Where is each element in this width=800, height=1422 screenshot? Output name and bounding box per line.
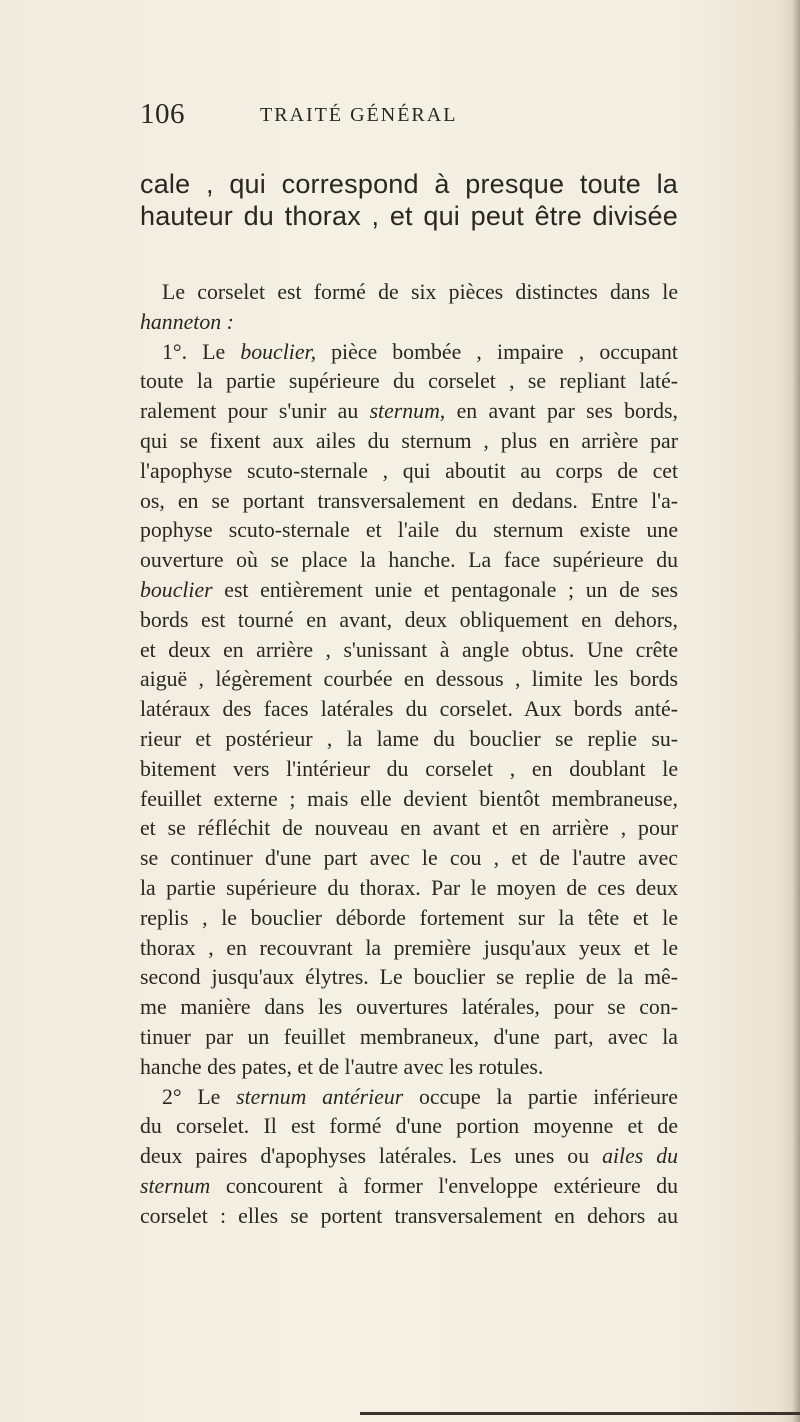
text-line <box>140 1023 678 1053</box>
italic-term: bouclier, <box>240 339 317 364</box>
text-line <box>140 516 678 546</box>
text-run: et deux en arrière , s'unissant à angle obtus. Une crête <box>140 637 678 662</box>
text-line <box>140 397 678 427</box>
text-run: corselet : elles se portent transversalement en dehors au <box>140 1203 678 1228</box>
text-line <box>140 963 678 993</box>
text-line <box>140 546 678 576</box>
italic-term: sternum <box>140 1173 211 1198</box>
text-run: l'apophyse scuto-sternale , qui aboutit au corps de cet <box>140 458 678 483</box>
bottom-rule <box>360 1412 800 1415</box>
running-head <box>140 98 680 138</box>
text-run: occupe la partie inférieure <box>403 1084 678 1109</box>
page-number: 106 <box>140 98 185 130</box>
text-run: 1°. Le <box>162 339 241 364</box>
text-line: hauteur du thorax , et qui peut être divisée <box>140 201 678 231</box>
text-line <box>140 367 678 397</box>
italic-term: ailes du <box>602 1144 679 1169</box>
italic-term: sternum antérieur <box>236 1084 404 1109</box>
text-run: hanche des pates, et de l'autre avec les rotules. <box>140 1054 544 1079</box>
text-run: aiguë , légèrement courbée en dessous , limite les bords <box>140 667 678 692</box>
text-line <box>140 1142 678 1172</box>
running-title: TRAITÉ GÉNÉRAL <box>260 104 458 126</box>
text-run: et se réfléchit de nouveau en avant et en arrière , pour <box>140 816 678 841</box>
text-line <box>140 665 678 695</box>
text-line <box>140 755 678 785</box>
text-run: thorax , en recouvrant la première jusqu'aux yeux et le <box>140 935 678 960</box>
text-line <box>140 606 678 636</box>
text-line <box>140 427 678 457</box>
text-run: ouverture où se place la hanche. La face supérieure du <box>140 548 678 573</box>
page-edge-shadow <box>792 0 800 1422</box>
text-line <box>140 725 678 755</box>
text-run: deux paires d'apophyses latérales. Les unes ou <box>140 1144 603 1169</box>
text-line <box>140 993 678 1023</box>
text-run: est entièrement unie et pentagonale ; un de ses <box>212 577 678 602</box>
text-run: os, en se portant transversalement en dedans. Entre l'a- <box>140 488 678 513</box>
text-run: du corselet. Il est formé d'une portion moyenne et de <box>140 1114 678 1139</box>
text-run: la partie supérieure du thorax. Par le moyen de ces deux <box>140 875 678 900</box>
text-line <box>140 636 678 666</box>
text-run: pophyse scuto-sternale et l'aile du sternum existe une <box>140 518 678 543</box>
text-run: second jusqu'aux élytres. Le bouclier se replie de la mê- <box>140 965 678 990</box>
text-run: pièce bombée , impaire , occupant <box>316 339 678 364</box>
text-line <box>140 457 678 487</box>
text-run: 2° Le <box>162 1084 237 1109</box>
text-line <box>140 934 678 964</box>
text-run: bords est tourné en avant, deux obliquement en dehors, <box>140 607 678 632</box>
text-line <box>140 904 678 934</box>
italic-term: hanneton : <box>140 309 234 334</box>
text-line <box>140 844 678 874</box>
text-run: me manière dans les ouvertures latérales, pour se con- <box>140 995 678 1020</box>
text-run: concourent à former l'enveloppe extérieure du <box>210 1173 678 1198</box>
text-run: se continuer d'une part avec le cou , et de l'autre avec <box>140 846 678 871</box>
text-run: rieur et postérieur , la lame du bouclier se replie su- <box>140 726 678 751</box>
text-line <box>140 785 678 815</box>
text-run: feuillet externe ; mais elle devient bientôt membraneuse, <box>140 786 678 811</box>
text-line: cale , qui correspond à presque toute la <box>140 169 678 199</box>
text-run: ralement pour s'unir au <box>140 399 370 424</box>
text-line <box>140 1083 678 1113</box>
italic-term: sternum, <box>369 399 446 424</box>
text-line <box>140 1202 678 1232</box>
text-line <box>140 874 678 904</box>
text-line <box>140 695 678 725</box>
text-line <box>140 1172 678 1202</box>
continued-paragraph <box>140 168 678 232</box>
italic-term: bouclier <box>140 577 213 602</box>
text-line <box>140 1112 678 1142</box>
text-run: toute la partie supérieure du corselet , se repliant laté- <box>140 369 678 394</box>
text-line <box>140 1053 678 1083</box>
text-run: bitement vers l'intérieur du corselet , en doublant le <box>140 756 678 781</box>
main-text <box>140 278 678 1232</box>
text-line <box>140 576 678 606</box>
text-run: tinuer par un feuillet membraneux, d'une part, avec la <box>140 1024 678 1049</box>
text-run: en avant par ses bords, <box>445 399 678 424</box>
text-run: qui se fixent aux ailes du sternum , plus en arrière par <box>140 428 678 453</box>
text-run: Le corselet est formé de six pièces distinctes dans le <box>162 280 678 304</box>
text-run: replis , le bouclier déborde fortement sur la tête et le <box>140 905 678 930</box>
text-line <box>140 487 678 517</box>
text-line <box>140 814 678 844</box>
page-body <box>140 168 678 1232</box>
text-line <box>140 338 678 368</box>
text-line <box>140 308 678 338</box>
text-run: latéraux des faces latérales du corselet. Aux bords anté- <box>140 697 678 722</box>
text-line <box>140 278 678 308</box>
